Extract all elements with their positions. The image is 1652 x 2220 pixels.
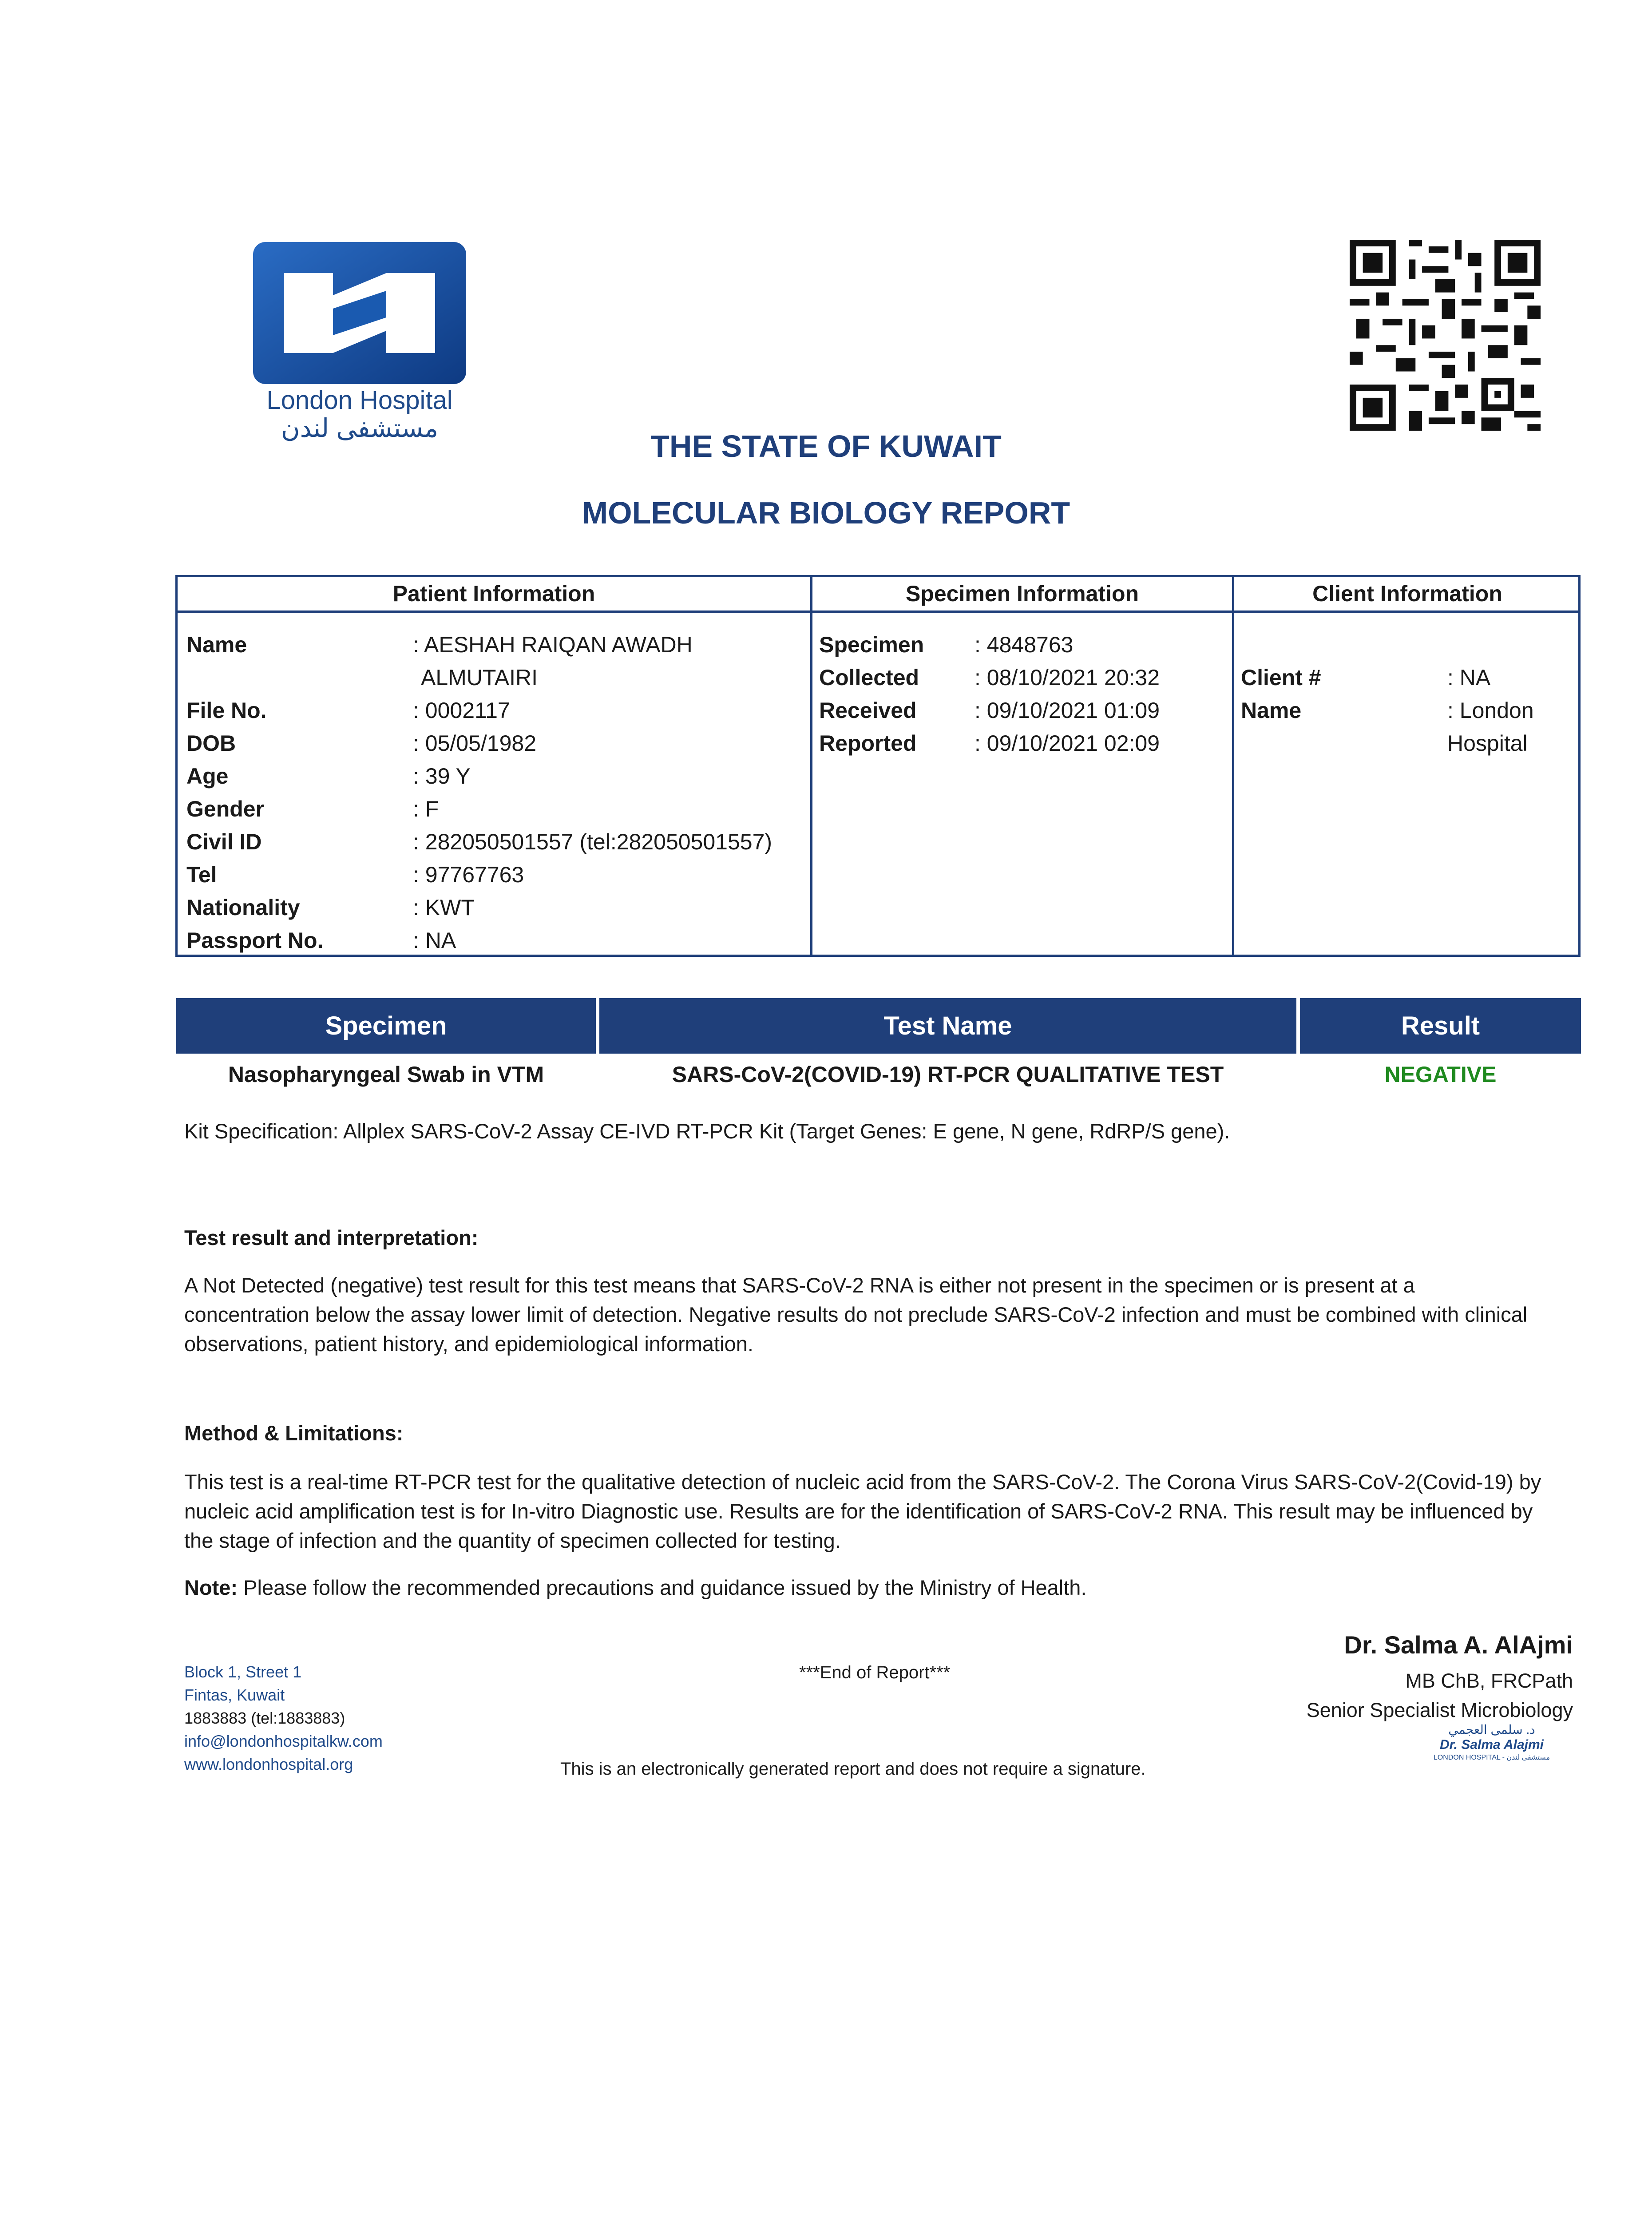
tel-label: Tel xyxy=(186,862,217,887)
passport-label: Passport No. xyxy=(186,928,324,953)
collected-value: : 08/10/2021 20:32 xyxy=(975,665,1160,690)
note xyxy=(184,1573,1576,1602)
logo-name-en: London Hospital xyxy=(266,386,453,415)
stamp-sub: LONDON HOSPITAL - مستشفى لندن xyxy=(1433,1754,1550,1761)
doctor-qualification: MB ChB, FRCPath xyxy=(1405,1669,1573,1692)
civil-id-value: : 282050501557 (tel:282050501557) xyxy=(413,829,773,854)
method-heading: Method & Limitations: xyxy=(184,1421,404,1445)
client-name-label: Name xyxy=(1241,698,1302,723)
received-label: Received xyxy=(819,698,917,723)
patient-name-value: : AESHAH RAIQAN AWADH xyxy=(413,632,693,657)
method-line: This test is a real-time RT-PCR test for the qualitative detection of nucleic acid from the SARS-CoV-2. The Corona Virus SARS-CoV-2(Covid-19) by xyxy=(184,1470,1541,1494)
results-header-specimen: Specimen xyxy=(176,998,596,1054)
file-no-label: File No. xyxy=(186,698,267,723)
note-label: Note: xyxy=(184,1576,238,1599)
client-name-value: : London xyxy=(1447,698,1534,723)
result-specimen: Nasopharyngeal Swab in VTM xyxy=(228,1062,544,1087)
civil-id-label: Civil ID xyxy=(186,829,262,854)
dob-value: : 05/05/1982 xyxy=(413,731,537,756)
result-value: NEGATIVE xyxy=(1384,1062,1497,1087)
age-value: : 39 Y xyxy=(413,764,471,789)
hospital-logo-icon xyxy=(253,242,466,388)
reported-label: Reported xyxy=(819,731,917,756)
nationality-value: : KWT xyxy=(413,895,475,920)
interpretation-heading: Test result and interpretation: xyxy=(184,1226,479,1249)
interpretation-line: observations, patient history, and epidemiological information. xyxy=(184,1332,753,1356)
address-website: www.londonhospital.org xyxy=(184,1755,353,1773)
collected-label: Collected xyxy=(819,665,919,690)
address-line: Block 1, Street 1 xyxy=(184,1663,302,1681)
column-divider xyxy=(810,577,812,955)
method-line: the stage of infection and the quantity of specimen collected for testing. xyxy=(184,1529,841,1552)
end-of-report: ***End of Report*** xyxy=(799,1663,951,1682)
result-test-name: SARS-CoV-2(COVID-19) RT-PCR QUALITATIVE TEST xyxy=(672,1062,1224,1087)
nationality-label: Nationality xyxy=(186,895,300,920)
patient-name-label: Name xyxy=(186,632,247,657)
tel-value: : 97767763 xyxy=(413,862,524,887)
electronic-note: This is an electronically generated report and does not require a signature. xyxy=(560,1759,1146,1779)
client-info-heading: Client Information xyxy=(1312,581,1502,606)
address-line: Fintas, Kuwait xyxy=(184,1686,285,1704)
interpretation-line: concentration below the assay lower limit of detection. Negative results do not preclude SARS-CoV-2 infection and must be combined with clinical xyxy=(184,1303,1528,1326)
address-email: info@londonhospitalkw.com xyxy=(184,1732,383,1750)
doctor-stamp xyxy=(1412,1723,1572,1789)
gender-label: Gender xyxy=(186,797,265,821)
patient-info-heading: Patient Information xyxy=(392,581,595,606)
column-divider xyxy=(1232,577,1234,955)
qr-code-icon xyxy=(1350,240,1541,431)
method-line: nucleic acid amplification test is for In-vitro Diagnostic use. Results are for the identification of SARS-CoV-2 RNA. This result may be influenced by xyxy=(184,1499,1533,1523)
dob-label: DOB xyxy=(186,731,236,756)
reported-value: : 09/10/2021 02:09 xyxy=(975,731,1160,756)
kit-specification: Kit Specification: Allplex SARS-CoV-2 Assay CE-IVD RT-PCR Kit (Target Genes: E gene, N gene, RdRP/S gene). xyxy=(184,1119,1230,1143)
patient-name-value-cont: ALMUTAIRI xyxy=(421,665,538,690)
doctor-title: Senior Specialist Microbiology xyxy=(1306,1699,1573,1721)
file-no-value: : 0002117 xyxy=(413,698,510,723)
doctor-name: Dr. Salma A. AlAjmi xyxy=(1344,1631,1573,1659)
specimen-value: : 4848763 xyxy=(975,632,1074,657)
note-text: Please follow the recommended precautions and guidance issued by the Ministry of Health. xyxy=(238,1576,1087,1599)
logo-name-ar: مستشفى لندن xyxy=(281,414,439,443)
age-label: Age xyxy=(186,764,229,789)
client-number-label: Client # xyxy=(1241,665,1321,690)
report-title: MOLECULAR BIOLOGY REPORT xyxy=(582,496,1070,530)
address-phone: 1883883 (tel:1883883) xyxy=(184,1709,345,1727)
info-table xyxy=(175,575,1581,957)
specimen-label: Specimen xyxy=(819,632,924,657)
client-number-value: : NA xyxy=(1447,665,1491,690)
results-header-test-name: Test Name xyxy=(599,998,1296,1054)
results-header-result: Result xyxy=(1300,998,1581,1054)
received-value: : 09/10/2021 01:09 xyxy=(975,698,1160,723)
passport-value: : NA xyxy=(413,928,456,953)
header-divider xyxy=(178,610,1578,613)
gender-value: : F xyxy=(413,797,439,821)
specimen-info-heading: Specimen Information xyxy=(905,581,1139,606)
stamp-english: Dr. Salma Alajmi xyxy=(1440,1737,1544,1752)
stamp-arabic: د. سلمى العجمي xyxy=(1448,1723,1535,1736)
state-title: THE STATE OF KUWAIT xyxy=(650,429,1002,464)
interpretation-line: A Not Detected (negative) test result for this test means that SARS-CoV-2 RNA is either not present in the specimen or is present at a xyxy=(184,1273,1415,1297)
client-name-value-cont: Hospital xyxy=(1447,731,1528,756)
hospital-address xyxy=(184,1661,383,1776)
